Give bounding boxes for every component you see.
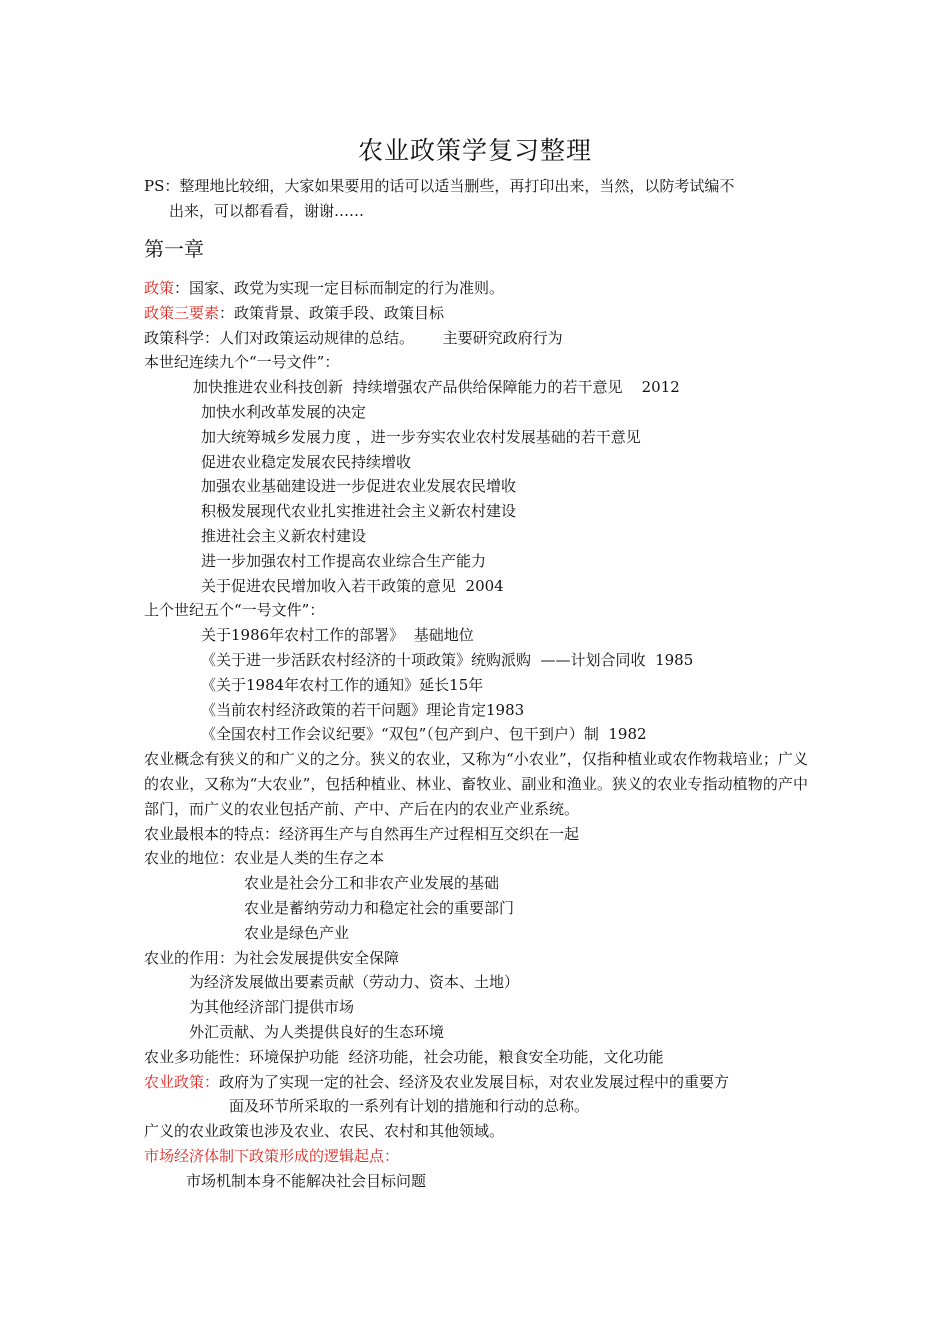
policy-science: 政策科学：人们对政策运动规律的总结。 主要研究政府行为 [144,328,563,347]
ps-line-1: PS：整理地比较细，大家如果要用的话可以适当删些，再打印出来，当然，以防考试编不 [144,177,735,195]
agri-status-item: 农业是社会分工和非农产业发展的基础 [244,874,500,893]
market-item: 市场机制本身不能解决社会目标问题 [186,1171,427,1190]
agri-policy-text-2: 面及环节所采取的一系列有计划的措施和行动的总称。 [229,1097,590,1116]
agri-role-item: 为经济发展做出要素贡献（劳动力、资本、土地） [189,973,520,992]
policy-three-elements [144,301,808,326]
doc1-item: 加快推进农业科技创新 持续增强农产品供给保障能力的若干意见 2012 [193,378,680,397]
doc1-item: 进一步加强农村工作提高农业综合生产能力 [201,551,487,570]
policy-definition [144,276,808,301]
chapter-heading: 第一章 [144,237,204,261]
ps-line-2: 出来，可以都看看，谢谢…… [169,201,365,220]
doc2-item: 《关于进一步活跃农村经济的十项政策》统购派购 ——计划合同收 1985 [201,650,694,669]
agri-status-item: 农业是绿色产业 [244,923,350,942]
agri-policy-definition [144,1070,808,1095]
agri-status-item: 农业是蓄纳劳动力和稳定社会的重要部门 [244,898,515,917]
policy-definition-text: ：国家、政党为实现一定目标而制定的行为准则。 [174,279,505,297]
agri-policy-term: 农业政策： [144,1072,220,1091]
agri-multifunction: 农业多功能性：环境保护功能 经济功能，社会功能，粮食安全功能，文化功能 [144,1047,664,1066]
policy-three-text: ：政策背景、政策手段、政策目标 [219,303,445,322]
doc1-item: 关于促进农民增加收入若干政策的意见 2004 [201,576,504,595]
doc1-item: 推进社会主义新农村建设 [201,526,367,545]
doc1-item: 积极发展现代农业扎实推进社会主义新农村建设 [201,502,517,521]
doc2-item: 《全国农村工作会议纪要》“双包”（包产到户、包干到户）制 1982 [201,725,647,744]
market-starting-point: 市场经济体制下政策形成的逻辑起点： [144,1146,400,1165]
agri-status [144,846,808,871]
agri-role-item: 为其他经济部门提供市场 [189,998,355,1017]
agri-role-label: 农业的作用： [144,948,235,967]
doc1-item: 加大统筹城乡发展力度 ，进一步夯实农业农村发展基础的若干意见 [201,427,641,446]
agri-concept-paragraph: 农业概念有狭义的和广义的之分。狭义的农业，又称为“小农业”，仅指种植业或农作物栽培业；广义的农业，又称为“大农业”，包括种植业、林业、畜牧业、副业和渔业。狭义的农业专指动植物的产中部门，而广义的农业包括产前、产中、产后在内的农业产业系统。 [144,750,808,818]
doc2-item: 《当前农村经济政策的若干问题》理论肯定1983 [201,700,525,719]
agri-status-first: 农业是人类的生存之本 [234,849,385,868]
ps-note [144,174,804,224]
doc1-header: 本世纪连续九个“一号文件”： [144,353,340,372]
policy-term: 政策 [144,279,175,297]
agri-role [144,946,808,971]
agri-role-first: 为社会发展提供安全保障 [234,948,400,967]
doc2-item: 《关于1984年农村工作的通知》延长15年 [201,675,484,694]
doc1-item: 加快水利改革发展的决定 [201,402,367,421]
agri-role-item: 外汇贡献、为人类提供良好的生态环境 [189,1022,445,1041]
broad-policy: 广义的农业政策也涉及农业、农民、农村和其他领域。 [144,1122,505,1141]
agri-feature: 农业最根本的特点：经济再生产与自然再生产过程相互交织在一起 [144,824,580,843]
document-title: 农业政策学复习整理 [357,136,592,165]
doc1-item: 促进农业稳定发展农民持续增收 [201,452,412,471]
doc2-header: 上个世纪五个“一号文件”： [144,601,325,620]
agri-policy-text-1: 政府为了实现一定的社会、经济及农业发展目标，对农业发展过程中的重要方 [219,1072,730,1091]
doc1-item: 加强农业基础建设进一步促进农业发展农民增收 [201,477,517,496]
agri-status-label: 农业的地位： [144,849,235,868]
document-body [144,276,808,1193]
doc2-item: 关于1986年农村工作的部署》 基础地位 [201,626,474,645]
policy-three-term: 政策三要素 [144,303,220,322]
